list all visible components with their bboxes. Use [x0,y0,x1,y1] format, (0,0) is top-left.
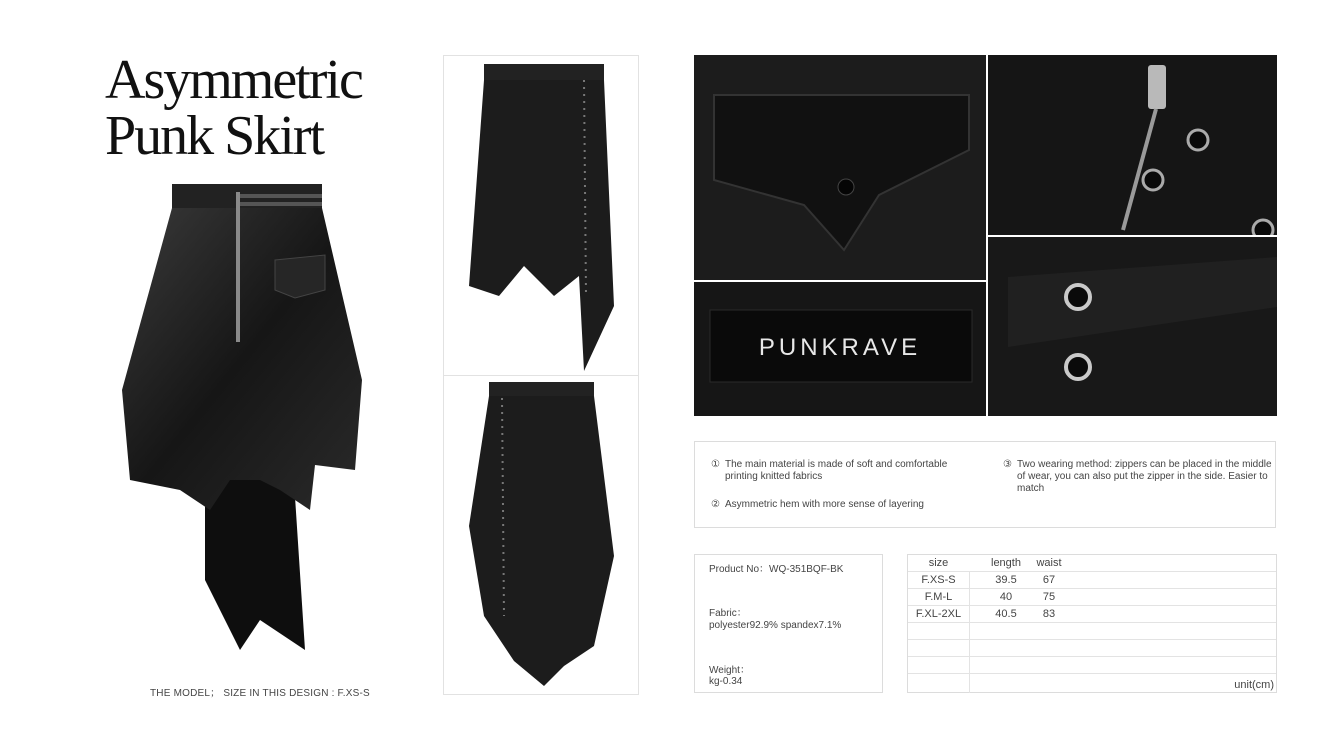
table-row [908,657,1276,674]
brand-label-text: PUNKRAVE [758,334,922,361]
feature-item-1 [711,459,966,483]
header-length: length [991,557,1021,569]
size-cell: F.XL-2XL [915,608,962,620]
unit-label: unit(cm) [1234,679,1274,691]
waist-cell: 75 [1042,591,1056,603]
table-row [908,606,1276,623]
header-size: size [928,557,949,569]
product-info-box [694,554,883,693]
eyelet-illustration [988,237,1277,416]
weight-value: kg-0.34 [709,676,743,687]
features-box [694,441,1276,528]
skirt-side-illustration [444,56,638,375]
size-cell: F.M-L [924,591,953,603]
size-cell: F.XS-S [921,574,956,586]
fabric-label: Fabric： [709,608,747,619]
feature-text: Asymmetric hem with more sense of layering [725,499,924,510]
skirt-front-illustration [110,180,380,660]
back-view-photo-frame [443,375,639,695]
zipper-illustration [988,55,1277,235]
length-cell: 40.5 [995,608,1017,620]
feature-number: ② [711,499,720,510]
title-line-2: Punk Skirt [105,105,324,167]
pocket-detail-photo [694,55,986,280]
waist-cell: 67 [1042,574,1056,586]
table-row [908,572,1276,589]
length-cell: 40 [999,591,1013,603]
table-row [908,589,1276,606]
product-title [105,49,395,167]
table-row [908,640,1276,657]
size-table-header [908,555,1276,572]
fabric-value: polyester92.9% spandex7.1% [709,620,842,631]
eyelet-detail-photo [988,237,1277,416]
weight-label: Weight： [709,665,750,676]
feature-number: ③ [1003,459,1012,470]
feature-text: The main material is made of soft and comfortable printing knitted fabrics [725,459,948,482]
feature-text: Two wearing method: zippers can be placed in the middle of wear, you can also put the zipper in the side. Easier to match [1017,459,1272,494]
feature-item-2 [711,499,966,511]
column-divider [969,572,970,693]
feature-item-3 [1003,459,1275,495]
brand-label-photo [694,282,986,416]
skirt-back-illustration [444,376,638,694]
size-table [907,554,1277,693]
feature-number: ① [711,459,720,470]
model-size-caption: THE MODEL； SIZE IN THIS DESIGN : F.XS-S [150,688,370,699]
pocket-illustration [694,55,986,280]
side-view-photo-frame [443,55,639,376]
product-number: Product No：WQ-351BQF-BK [709,564,844,575]
header-waist: waist [1036,557,1062,569]
zipper-detail-photo [988,55,1277,235]
title-line-1: Asymmetric [105,49,362,111]
main-skirt-photo [110,180,380,660]
waist-cell: 83 [1042,608,1056,620]
table-row [908,623,1276,640]
length-cell: 39.5 [995,574,1017,586]
